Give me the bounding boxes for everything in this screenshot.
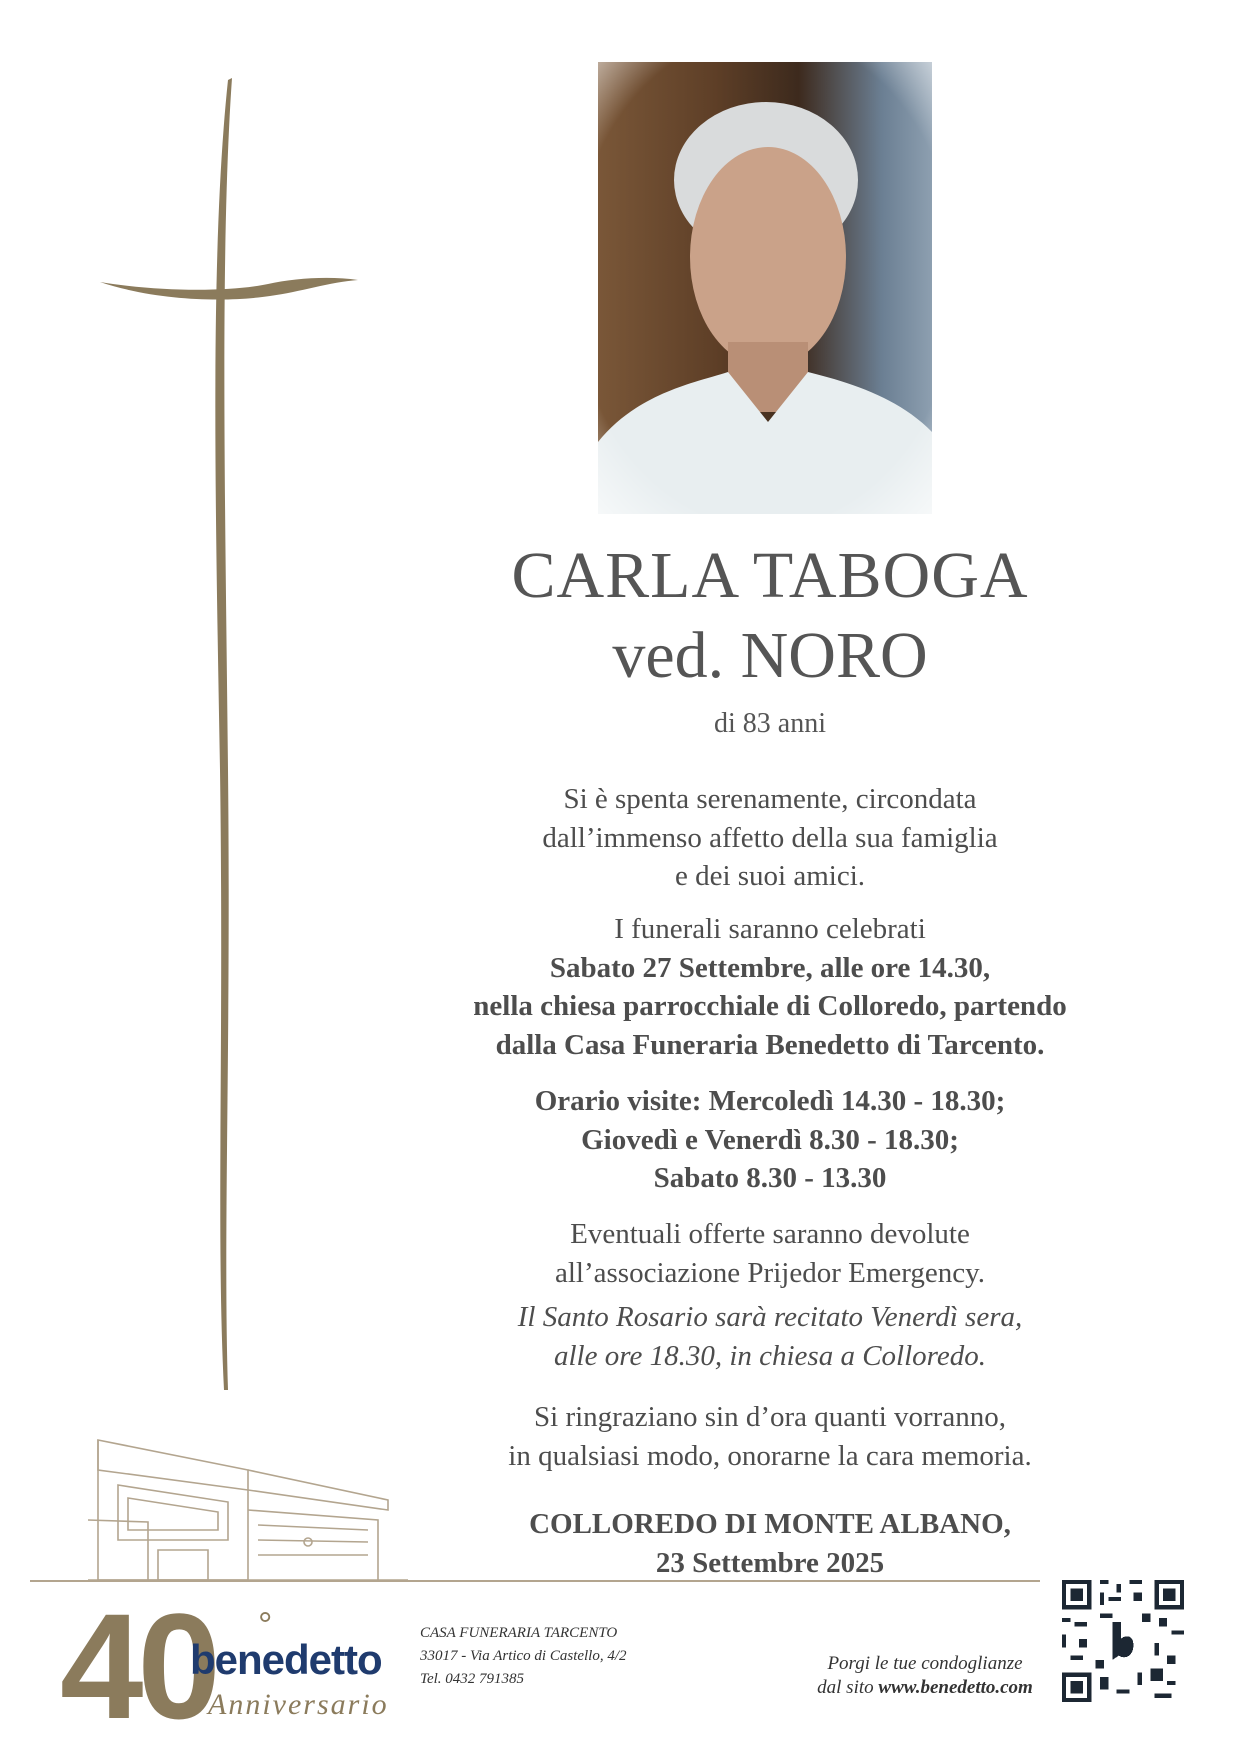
place: COLLOREDO DI MONTE ALBANO, — [529, 1508, 1011, 1540]
donations-line: all’associazione Prijedor Emergency. — [554, 1256, 985, 1289]
funeral-home-address — [420, 1622, 720, 1691]
rosary-line: Il Santo Rosario sarà recitato Venerdì sera, — [517, 1301, 1023, 1333]
visiting-line: Giovedì e Venerdì 8.30 - 18.30; — [581, 1123, 959, 1156]
thanks-text — [400, 1398, 1140, 1475]
logo-number: 40 — [60, 1582, 215, 1750]
portrait-photo — [598, 62, 932, 514]
condolences-line-2 — [780, 1676, 1070, 1700]
funeral-line: Sabato 27 Settembre, alle ore 14.30, — [549, 951, 991, 984]
condolences-prefix: dal sito — [817, 1677, 879, 1698]
funeral-home-phone: Tel. 0432 791385 — [420, 1671, 525, 1687]
funeral-line: dalla Casa Funeraria Benedetto di Tarcento. — [495, 1028, 1045, 1061]
funeral-home-name: CASA FUNERARIA TARCENTO — [420, 1625, 618, 1641]
place-date — [400, 1505, 1140, 1582]
thanks-line: Si ringraziano sin d’ora quanti vorranno, — [534, 1401, 1006, 1433]
deceased-married-name: ved. NORO — [612, 619, 928, 692]
funeral-home-street: 33017 - Via Artico di Castello, 4/2 — [420, 1648, 627, 1664]
visiting-hours — [400, 1082, 1140, 1198]
funeral-intro: I funerali saranno celebrati — [614, 913, 926, 945]
funeral-line: nella chiesa parrocchiale di Colloredo, partendo — [473, 990, 1067, 1022]
funeral-details — [400, 910, 1140, 1064]
donations-text — [400, 1215, 1140, 1292]
rosary-text — [400, 1298, 1140, 1375]
anniversary-logo — [60, 1582, 390, 1750]
logo-degree: ° — [258, 1604, 273, 1645]
logo-brand: benedetto — [190, 1636, 382, 1683]
announcement-line: e dei suoi amici. — [674, 860, 866, 892]
cross-icon — [90, 70, 360, 1410]
donations-line: Eventuali offerte saranno devolute — [570, 1218, 970, 1250]
rosary-line: alle ore 18.30, in chiesa a Colloredo. — [554, 1339, 986, 1372]
website-link[interactable]: www.benedetto.com — [878, 1677, 1033, 1698]
deceased-name: CARLA TABOGA — [511, 539, 1029, 612]
visiting-line: Orario visite: Mercoledì 14.30 - 18.30; — [534, 1085, 1006, 1117]
condolences-line: Porgi le tue condoglianze — [827, 1653, 1023, 1674]
announcement-text — [400, 780, 1140, 896]
announcement-line: dall’immenso affetto della sua famiglia — [542, 821, 998, 854]
condolences-text — [780, 1652, 1070, 1700]
thanks-line: in qualsiasi modo, onorarne la cara memoria. — [508, 1439, 1032, 1472]
visiting-line: Sabato 8.30 - 13.30 — [653, 1162, 887, 1194]
announcement-line: Si è spenta serenamente, circondata — [563, 783, 977, 815]
date: 23 Settembre 2025 — [655, 1546, 885, 1579]
building-drawing — [88, 1430, 408, 1590]
qr-code[interactable] — [1062, 1580, 1184, 1702]
deceased-age: di 83 anni — [714, 708, 826, 739]
logo-anniversary: Anniversario — [208, 1688, 389, 1721]
